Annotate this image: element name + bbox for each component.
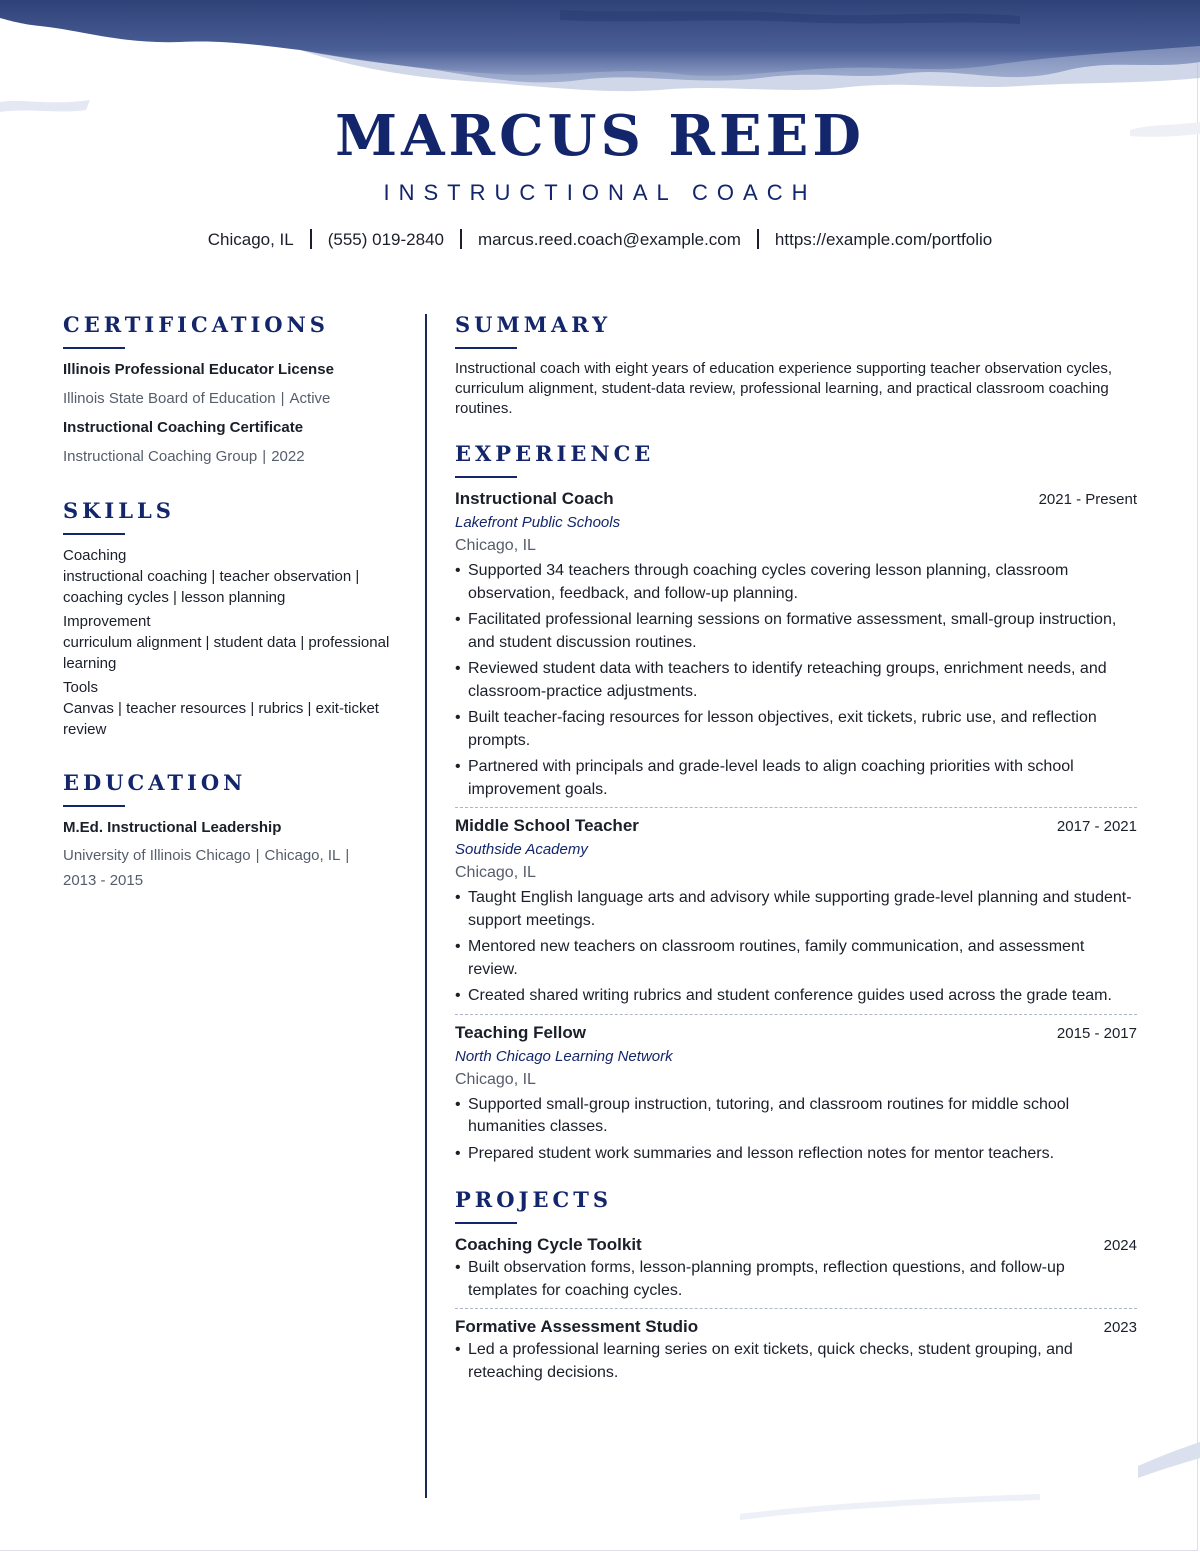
bullet-item: • Created shared writing rubrics and student conference guides used across the grade team. xyxy=(455,985,1137,1008)
certifications-section xyxy=(63,312,408,468)
bullet-item: • Built observation forms, lesson-planning prompts, reflection questions, and follow-up templates for coaching cycles. xyxy=(455,1257,1137,1302)
certification-issuer: Illinois State Board of Education xyxy=(63,390,276,407)
job-entry xyxy=(455,815,1137,1008)
heading-underline xyxy=(63,533,125,535)
job-bullets xyxy=(455,560,1137,801)
certification-name: Instructional Coaching Certificate xyxy=(63,419,304,436)
job-location: Chicago, IL xyxy=(455,864,536,881)
education-degree: M.Ed. Instructional Leadership xyxy=(63,819,282,836)
job-title: INSTRUCTIONAL COACH xyxy=(383,180,817,205)
certification-detail: Active xyxy=(289,390,331,407)
contact-phone: (555) 019-2840 xyxy=(327,230,444,249)
project-year: 2024 xyxy=(1103,1237,1137,1254)
section-heading: CERTIFICATIONS xyxy=(63,312,329,337)
bullet-item: • Taught English language arts and advisory while supporting grade-level planning and student-support meetings. xyxy=(455,887,1137,932)
job-role: Middle School Teacher xyxy=(455,816,639,835)
candidate-name: MARCUS REED xyxy=(335,103,865,169)
heading-underline xyxy=(63,347,125,349)
skill-category: Coaching xyxy=(63,547,127,564)
bullet-item: • Supported small-group instruction, tutoring, and classroom routines for middle school humanities classes. xyxy=(455,1094,1137,1139)
skill-category: Improvement xyxy=(63,613,151,630)
heading-underline xyxy=(455,1222,517,1224)
contact-portfolio-link[interactable]: https://example.com/portfolio xyxy=(774,230,993,249)
experience-section xyxy=(455,441,1137,1165)
project-bullets xyxy=(455,1339,1137,1384)
section-heading: PROJECTS xyxy=(455,1187,612,1212)
project-entry xyxy=(455,1316,1137,1384)
job-location: Chicago, IL xyxy=(455,1070,536,1088)
certification-detail: 2022 xyxy=(271,448,305,465)
job-entry xyxy=(455,488,1137,801)
bullet-item: • Led a professional learning series on exit tickets, quick checks, student grouping, and reteaching decisions. xyxy=(455,1339,1137,1384)
watercolor-banner xyxy=(0,0,1200,110)
education-meta: University of Illinois Chicago | Chicago, IL | 2013 - 2015 xyxy=(63,847,350,889)
project-name: Coaching Cycle Toolkit xyxy=(455,1235,642,1254)
job-role: Instructional Coach xyxy=(455,489,614,508)
contact-email[interactable]: marcus.reed.coach@example.com xyxy=(478,230,741,249)
project-entry xyxy=(455,1234,1137,1302)
heading-underline xyxy=(63,805,125,807)
skills-section xyxy=(63,498,408,740)
entry-separator xyxy=(455,807,1137,808)
left-column xyxy=(63,312,408,893)
job-role: Teaching Fellow xyxy=(455,1022,586,1042)
paint-stroke xyxy=(1136,1436,1200,1480)
section-heading: EDUCATION xyxy=(63,770,247,795)
certification-issuer: Instructional Coaching Group xyxy=(63,448,258,465)
entry-separator xyxy=(455,1014,1137,1015)
education-years: 2013 - 2015 xyxy=(63,872,144,889)
right-column xyxy=(455,312,1137,1388)
job-company: Southside Academy xyxy=(455,841,588,858)
contact-line xyxy=(0,228,1200,252)
paint-stroke xyxy=(740,1490,1040,1520)
skill-items: instructional coaching | teacher observation | coaching cycles | lesson planning xyxy=(63,568,360,606)
skill-items: Canvas | teacher resources | rubrics | exit-ticket review xyxy=(63,700,379,738)
bullet-item: • Prepared student work summaries and lesson reflection notes for mentor teachers. xyxy=(455,1143,1137,1166)
bullet-item: • Reviewed student data with teachers to identify reteaching groups, enrichment needs, and classroom-practice adjustments. xyxy=(455,658,1137,703)
projects-section xyxy=(455,1187,1137,1384)
heading-underline xyxy=(455,476,517,478)
certification-meta: Illinois State Board of Education | Active xyxy=(63,390,331,407)
summary-text: Instructional coach with eight years of education experience supporting teacher observation cycles, curriculum alignment, student-data review, professional learning, and practical classroom coaching routines. xyxy=(455,360,1113,417)
job-bullets xyxy=(455,887,1137,1008)
bullet-item: • Partnered with principals and grade-level leads to align coaching priorities with school improvement goals. xyxy=(455,756,1137,801)
section-heading: SUMMARY xyxy=(455,312,612,337)
certification-meta: Instructional Coaching Group | 2022 xyxy=(63,448,305,465)
column-divider xyxy=(425,314,427,1498)
job-dates: 2017 - 2021 xyxy=(1056,818,1137,835)
section-heading: EXPERIENCE xyxy=(455,441,655,466)
job-dates: 2015 - 2017 xyxy=(1056,1024,1137,1042)
resume-header xyxy=(0,100,1200,252)
bullet-item: • Facilitated professional learning sessions on formative assessment, small-group instruction, and student discussion routines. xyxy=(455,609,1137,654)
education-school: University of Illinois Chicago xyxy=(63,847,251,864)
bullet-item: • Supported 34 teachers through coaching cycles covering lesson planning, classroom observation, feedback, and follow-up planning. xyxy=(455,560,1137,605)
job-entry xyxy=(455,1022,1137,1166)
certification-name: Illinois Professional Educator License xyxy=(63,361,334,378)
job-company: Lakefront Public Schools xyxy=(455,514,621,531)
bullet-item: • Built teacher-facing resources for lesson objectives, exit tickets, rubric use, and reflection prompts. xyxy=(455,707,1137,752)
summary-section xyxy=(455,312,1137,419)
heading-underline xyxy=(455,347,517,349)
job-bullets xyxy=(455,1094,1137,1166)
project-bullets xyxy=(455,1257,1137,1302)
contact-location: Chicago, IL xyxy=(207,230,294,249)
job-location: Chicago, IL xyxy=(455,537,536,554)
skill-category: Tools xyxy=(63,679,99,696)
education-location: Chicago, IL xyxy=(264,847,341,864)
entry-separator xyxy=(455,1308,1137,1309)
education-section xyxy=(63,770,408,893)
project-name: Formative Assessment Studio xyxy=(455,1317,699,1336)
job-dates: 2021 - Present xyxy=(1038,491,1137,508)
bullet-item: • Mentored new teachers on classroom routines, family communication, and assessment review. xyxy=(455,936,1137,981)
section-heading: SKILLS xyxy=(63,498,175,523)
job-company: North Chicago Learning Network xyxy=(455,1047,673,1065)
skill-items: curriculum alignment | student data | professional learning xyxy=(63,634,390,672)
project-year: 2023 xyxy=(1103,1319,1137,1336)
